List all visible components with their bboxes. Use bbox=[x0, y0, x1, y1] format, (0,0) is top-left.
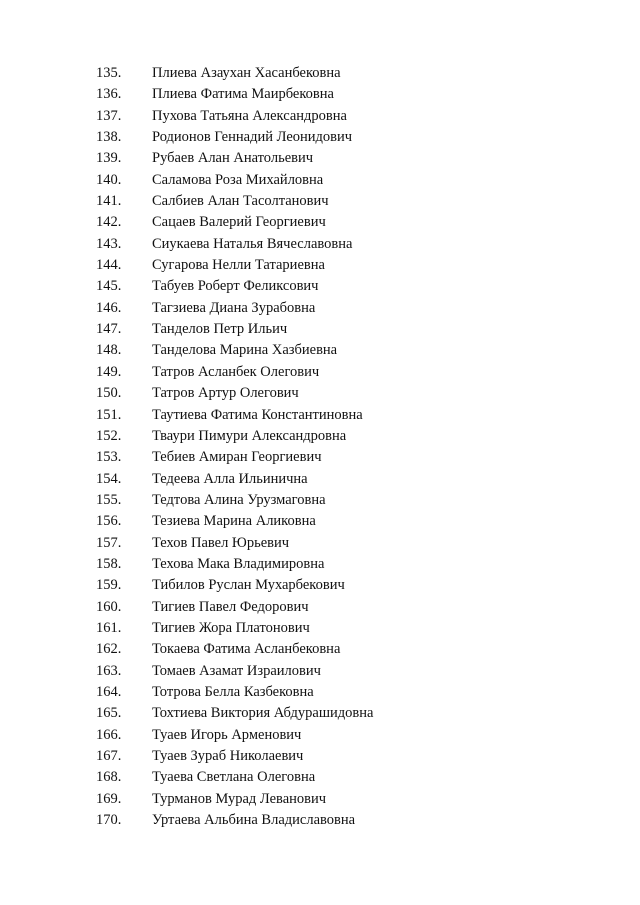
entry-name: Табуев Роберт Феликсович bbox=[152, 278, 319, 295]
entry-name: Токаева Фатима Асланбековна bbox=[152, 641, 341, 658]
entry-name: Сугарова Нелли Татариевна bbox=[152, 257, 325, 274]
entry-number: 144. bbox=[96, 257, 122, 274]
list-item bbox=[96, 810, 616, 831]
list-item bbox=[96, 84, 616, 105]
entry-number: 160. bbox=[96, 598, 122, 615]
entry-number: 155. bbox=[96, 491, 122, 508]
entry-name: Тотрова Белла Казбековна bbox=[152, 683, 314, 700]
entry-name: Сиукаева Наталья Вячеславовна bbox=[152, 235, 353, 252]
list-item bbox=[96, 319, 616, 340]
list-item bbox=[96, 234, 616, 255]
entry-number: 137. bbox=[96, 107, 122, 124]
list-item bbox=[96, 127, 616, 148]
entry-name: Пухова Татьяна Александровна bbox=[152, 107, 347, 124]
list-item bbox=[96, 639, 616, 660]
entry-name: Таутиева Фатима Константиновна bbox=[152, 406, 363, 423]
list-item bbox=[96, 533, 616, 554]
list-item bbox=[96, 298, 616, 319]
list-item bbox=[96, 554, 616, 575]
list-item bbox=[96, 703, 616, 724]
entry-name: Тохтиева Виктория Абдурашидовна bbox=[152, 705, 374, 722]
entry-number: 170. bbox=[96, 812, 122, 829]
entry-name: Техова Мака Владимировна bbox=[152, 555, 325, 572]
list-item bbox=[96, 362, 616, 383]
entry-number: 141. bbox=[96, 193, 122, 210]
entry-name: Техов Павел Юрьевич bbox=[152, 534, 290, 551]
list-item bbox=[96, 511, 616, 532]
list-item bbox=[96, 340, 616, 361]
entry-name: Салбиев Алан Тасолтанович bbox=[152, 193, 329, 210]
entry-number: 146. bbox=[96, 299, 122, 316]
list-item bbox=[96, 490, 616, 511]
entry-name: Тваури Пимури Александровна bbox=[152, 427, 347, 444]
entry-number: 168. bbox=[96, 769, 122, 786]
entry-number: 148. bbox=[96, 342, 122, 359]
entry-name: Туаев Игорь Арменович bbox=[152, 726, 302, 743]
entry-number: 149. bbox=[96, 363, 122, 380]
entry-number: 136. bbox=[96, 86, 122, 103]
entry-name: Плиева Азаухан Хасанбековна bbox=[152, 65, 341, 81]
list-item bbox=[96, 212, 616, 233]
entry-name: Тигиев Павел Федорович bbox=[152, 598, 309, 615]
entry-name: Тигиев Жора Платонович bbox=[152, 619, 310, 636]
entry-name: Плиева Фатима Маирбековна bbox=[152, 86, 334, 103]
entry-name: Томаев Азамат Израилович bbox=[152, 662, 321, 679]
list-item bbox=[96, 682, 616, 703]
list-item bbox=[96, 405, 616, 426]
list-item bbox=[96, 725, 616, 746]
list-item bbox=[96, 618, 616, 639]
entry-number: 154. bbox=[96, 470, 122, 487]
entry-name: Уртаева Альбина Владиславовна bbox=[152, 812, 356, 829]
entry-number: 164. bbox=[96, 683, 122, 700]
entry-name: Сацаев Валерий Георгиевич bbox=[152, 214, 326, 231]
entry-number: 153. bbox=[96, 449, 122, 466]
list-item bbox=[96, 789, 616, 810]
entry-name: Тагзиева Диана Зурабовна bbox=[152, 299, 316, 316]
entry-number: 161. bbox=[96, 619, 122, 636]
entry-number: 138. bbox=[96, 129, 122, 146]
list-item bbox=[96, 447, 616, 468]
list-item bbox=[96, 746, 616, 767]
entry-name: Тедтова Алина Урузмаговна bbox=[152, 491, 326, 508]
list-item bbox=[96, 661, 616, 682]
entry-number: 159. bbox=[96, 577, 122, 594]
entry-name: Тебиев Амиран Георгиевич bbox=[152, 449, 322, 466]
entry-number: 167. bbox=[96, 748, 122, 764]
entry-name: Туаев Зураб Николаевич bbox=[152, 748, 304, 764]
entry-name: Тедеева Алла Ильинична bbox=[152, 470, 308, 487]
entry-number: 157. bbox=[96, 534, 122, 551]
entry-name: Тибилов Руслан Мухарбекович bbox=[152, 577, 345, 594]
entry-name: Татров Артур Олегович bbox=[152, 385, 299, 402]
entry-name: Тезиева Марина Аликовна bbox=[152, 513, 316, 530]
entry-number: 135. bbox=[96, 65, 122, 81]
entry-number: 165. bbox=[96, 705, 122, 722]
list-item bbox=[96, 106, 616, 127]
list-item bbox=[96, 148, 616, 169]
entry-number: 158. bbox=[96, 555, 122, 572]
list-item bbox=[96, 383, 616, 404]
name-list bbox=[96, 63, 616, 831]
entry-number: 150. bbox=[96, 385, 122, 402]
entry-name: Туаева Светлана Олеговна bbox=[152, 769, 316, 786]
entry-name: Рубаев Алан Анатольевич bbox=[152, 150, 314, 167]
list-item bbox=[96, 255, 616, 276]
entry-name: Танделов Петр Ильич bbox=[152, 321, 288, 338]
list-item bbox=[96, 597, 616, 618]
entry-number: 169. bbox=[96, 790, 122, 807]
entry-number: 166. bbox=[96, 726, 122, 743]
list-item bbox=[96, 191, 616, 212]
entry-number: 143. bbox=[96, 235, 122, 252]
entry-number: 147. bbox=[96, 321, 122, 338]
list-item bbox=[96, 276, 616, 297]
entry-number: 152. bbox=[96, 427, 122, 444]
entry-name: Родионов Геннадий Леонидович bbox=[152, 129, 353, 146]
entry-name: Турманов Мурад Леванович bbox=[152, 790, 327, 807]
list-item bbox=[96, 767, 616, 788]
list-item bbox=[96, 63, 616, 84]
entry-number: 156. bbox=[96, 513, 122, 530]
list-item bbox=[96, 426, 616, 447]
entry-name: Саламова Роза Михайловна bbox=[152, 171, 324, 188]
entry-number: 140. bbox=[96, 171, 122, 188]
list-item bbox=[96, 575, 616, 596]
entry-number: 142. bbox=[96, 214, 122, 231]
list-item bbox=[96, 170, 616, 191]
entry-number: 163. bbox=[96, 662, 122, 679]
entry-name: Татров Асланбек Олегович bbox=[152, 363, 320, 380]
entry-number: 145. bbox=[96, 278, 122, 295]
entry-number: 162. bbox=[96, 641, 122, 658]
entry-number: 151. bbox=[96, 406, 122, 423]
list-item bbox=[96, 469, 616, 490]
entry-name: Танделова Марина Хазбиевна bbox=[152, 342, 338, 359]
entry-number: 139. bbox=[96, 150, 122, 167]
